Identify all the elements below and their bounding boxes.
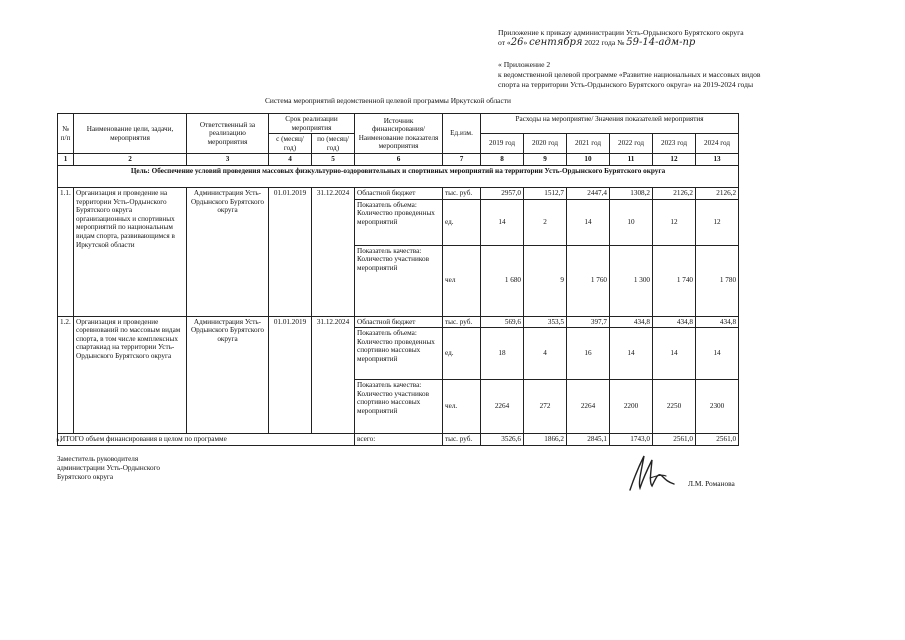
header-year-2023: 2023 год	[653, 134, 696, 154]
value-cell: 1308,2	[610, 187, 653, 199]
total-unit: тыс. руб.	[443, 434, 481, 446]
value-cell: 2447,4	[567, 187, 610, 199]
header-year-2024: 2024 год	[696, 134, 739, 154]
position-line: администрации Усть-Ордынского	[57, 464, 160, 472]
total-value: 2561,0	[696, 434, 739, 446]
total-row	[58, 434, 739, 446]
header-year-2019: 2019 год	[481, 134, 524, 154]
col-number: 3	[187, 154, 269, 166]
order-number: 59-14-адм-пр	[626, 37, 696, 48]
value-cell: 1 780	[696, 245, 739, 316]
col-number: 10	[567, 154, 610, 166]
header-source: Источник финансирования/ Наименование показателя мероприятия	[355, 114, 443, 154]
col-number: 1	[58, 154, 74, 166]
value-cell: 1 680	[481, 245, 524, 316]
order-reference	[498, 28, 744, 48]
value-cell: 2300	[696, 380, 739, 434]
value-cell: 2264	[481, 380, 524, 434]
col-number: 8	[481, 154, 524, 166]
value-cell: 2957,0	[481, 187, 524, 199]
row-num: 1.1.	[58, 187, 74, 316]
col-number: 2	[74, 154, 187, 166]
value-cell: 14	[567, 199, 610, 245]
value-cell: 1512,7	[524, 187, 567, 199]
column-number-row	[58, 154, 739, 166]
row-indicator: Показатель качества: Количество участников мероприятий	[355, 245, 443, 316]
goal-row	[58, 165, 739, 187]
value-cell: 1 300	[610, 245, 653, 316]
order-reference-line1: Приложение к приказу администрации Усть-Ордынского Бурятского округа	[498, 28, 744, 37]
row-to: 31.12.2024	[312, 316, 355, 434]
handwritten-signature	[622, 452, 680, 494]
row-unit: чел.	[443, 380, 481, 434]
row-unit: тыс. руб.	[443, 187, 481, 199]
total-label: ИТОГО объем финансирования в целом по программе	[58, 434, 355, 446]
table-row-1-2-budget	[58, 316, 739, 328]
total-value: 1743,0	[610, 434, 653, 446]
col-number: 13	[696, 154, 739, 166]
row-source: Областной бюджет	[355, 187, 443, 199]
appendix-caption	[498, 60, 760, 90]
table-row-1-1-budget	[58, 187, 739, 199]
value-cell: 16	[567, 328, 610, 380]
order-day: 26	[510, 37, 524, 48]
header-term: Срок реализации мероприятия	[269, 114, 355, 134]
row-indicator: Показатель объема: Количество проведенных спортивно массовых мероприятий	[355, 328, 443, 380]
value-cell: 434,8	[653, 316, 696, 328]
header-unit: Ед.изм.	[443, 114, 481, 154]
total-source: всего:	[355, 434, 443, 446]
signatory-position	[57, 455, 160, 482]
value-cell: 10	[610, 199, 653, 245]
row-unit: чел	[443, 245, 481, 316]
value-cell: 14	[696, 328, 739, 380]
col-number: 5	[312, 154, 355, 166]
row-from: 01.01.2019	[269, 187, 312, 316]
header-num: № п/п	[58, 114, 74, 154]
value-cell: 9	[524, 245, 567, 316]
total-value: 2845,1	[567, 434, 610, 446]
value-cell: 12	[653, 199, 696, 245]
row-source: Областной бюджет	[355, 316, 443, 328]
col-number: 6	[355, 154, 443, 166]
header-name: Наименование цели, задачи, мероприятия	[74, 114, 187, 154]
order-reference-line2: от «26» сентября 2022 года № 59-14-адм-пр	[498, 37, 696, 48]
value-cell: 2126,2	[696, 187, 739, 199]
row-to: 31.12.2024	[312, 187, 355, 316]
header-from: с (месяц/год)	[269, 134, 312, 154]
value-cell: 2	[524, 199, 567, 245]
row-from: 01.01.2019	[269, 316, 312, 434]
row-name: Организация и проведение на территории Усть-Ордынского Бурятского округа организационных и спортивных мероприятий по национальным видам спорта, развивающимся в Иркутской области	[74, 187, 187, 316]
value-cell: 2126,2	[653, 187, 696, 199]
value-cell: 397,7	[567, 316, 610, 328]
value-cell: 2250	[653, 380, 696, 434]
col-number: 12	[653, 154, 696, 166]
col-number: 11	[610, 154, 653, 166]
value-cell: 353,5	[524, 316, 567, 328]
value-cell: 434,8	[610, 316, 653, 328]
signer-name: Л.М. Романова	[688, 479, 735, 488]
row-responsible: Администрация Усть-Ордынского Бурятского округа	[187, 316, 269, 434]
col-number: 9	[524, 154, 567, 166]
position-line: Бурятского округа	[57, 473, 114, 481]
value-cell: 12	[696, 199, 739, 245]
row-unit: ед.	[443, 328, 481, 380]
header-expenses: Расходы на мероприятие/ Значения показателей мероприятия	[481, 114, 739, 134]
row-name: Организация и проведение соревнований по массовым видам спорта, в том числе комплексных спартакиад на территории Усть-Ордынского Бурятского округа	[74, 316, 187, 434]
value-cell: 1 740	[653, 245, 696, 316]
measures-table	[57, 113, 739, 446]
document-title: Система мероприятий ведомственной целевой программы Иркутской области	[265, 96, 511, 105]
total-value: 3526,6	[481, 434, 524, 446]
appendix-line1: « Приложение 2	[498, 60, 551, 69]
goal-text: Цель: Обеспечение условий проведения массовых физкультурно-оздоровительных и спортивных мероприятий на территории Усть-Ордынского Бурятского округа	[58, 165, 739, 187]
value-cell: 14	[481, 199, 524, 245]
row-indicator: Показатель объема: Количество проведенных мероприятий	[355, 199, 443, 245]
header-year-2020: 2020 год	[524, 134, 567, 154]
row-unit: тыс. руб.	[443, 316, 481, 328]
row-indicator: Показатель качества: Количество участников спортивно массовых мероприятий	[355, 380, 443, 434]
value-cell: 14	[610, 328, 653, 380]
col-number: 7	[443, 154, 481, 166]
header-responsible: Ответственный за реализацию мероприятия	[187, 114, 269, 154]
value-cell: 1 760	[567, 245, 610, 316]
value-cell: 272	[524, 380, 567, 434]
total-value: 1866,2	[524, 434, 567, 446]
value-cell: 2264	[567, 380, 610, 434]
value-cell: 18	[481, 328, 524, 380]
row-responsible: Администрация Усть-Ордынского Бурятского округа	[187, 187, 269, 316]
appendix-line2: к ведомственной целевой программе «Развитие национальных и массовых видов	[498, 70, 761, 79]
appendix-line3: спорта на территории Усть-Ордынского Бурятского округа» на 2019-2024 годы	[498, 80, 754, 89]
row-num: 1.2.	[58, 316, 74, 434]
col-number: 4	[269, 154, 312, 166]
header-to: по (месяц/год)	[312, 134, 355, 154]
value-cell: 434,8	[696, 316, 739, 328]
header-year-2022: 2022 год	[610, 134, 653, 154]
total-value: 2561,0	[653, 434, 696, 446]
value-cell: 14	[653, 328, 696, 380]
value-cell: 2200	[610, 380, 653, 434]
value-cell: 569,6	[481, 316, 524, 328]
row-unit: ед.	[443, 199, 481, 245]
value-cell: 4	[524, 328, 567, 380]
closing-quote: ».	[56, 436, 62, 444]
order-month: сентября	[529, 37, 583, 48]
position-line: Заместитель руководителя	[57, 455, 139, 463]
header-row-1	[58, 114, 739, 134]
header-year-2021: 2021 год	[567, 134, 610, 154]
